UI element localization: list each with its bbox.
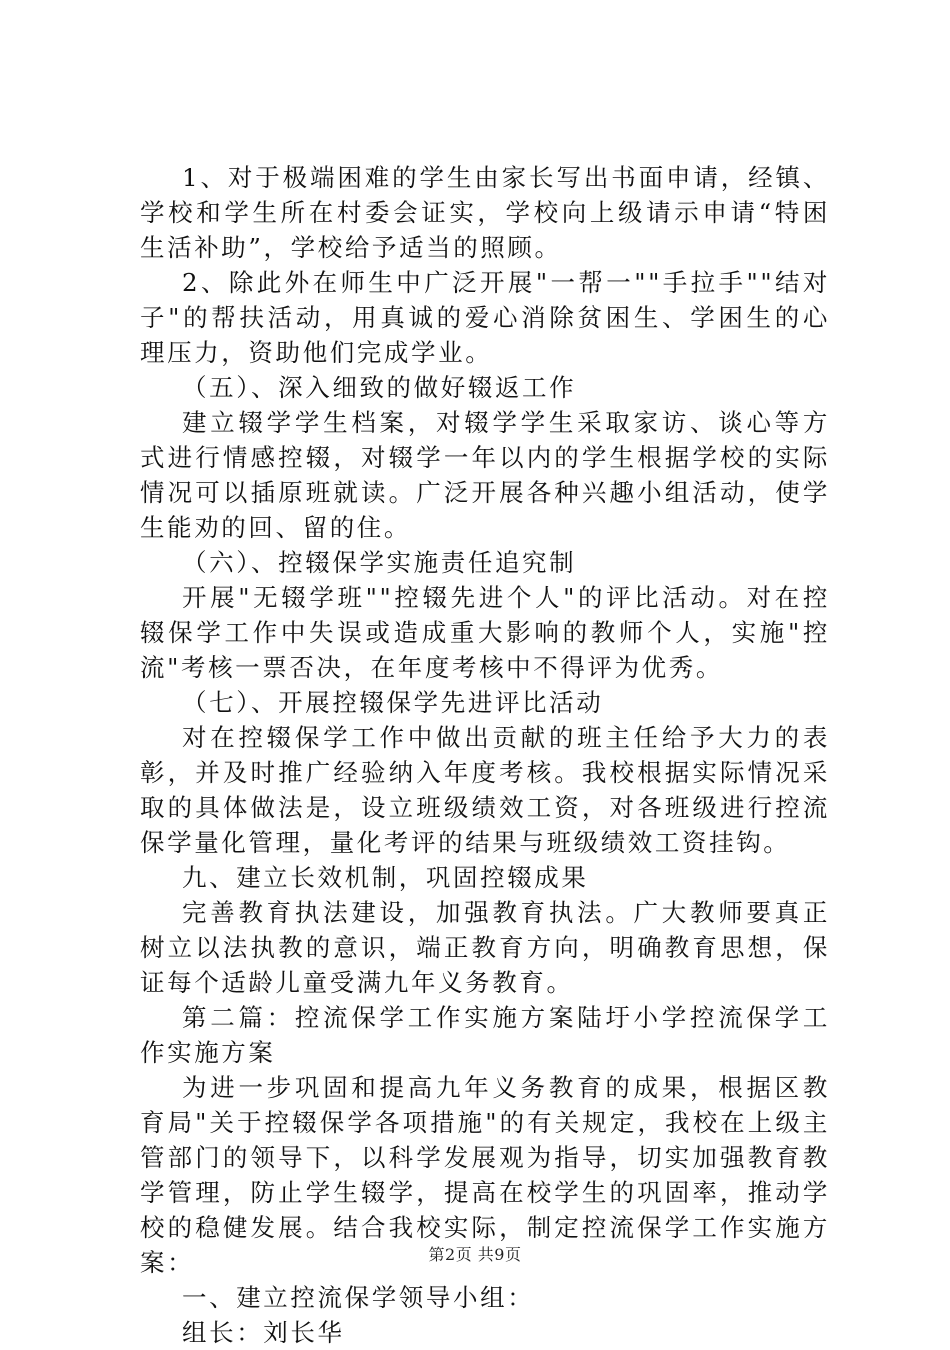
page-number-footer: 第2页 共9页 <box>428 1245 522 1264</box>
paragraph-dropout-records: 建立辍学学生档案，对辍学学生采取家访、谈心等方式进行情感控辍，对辍学一年以内的学生根据学校的实际情况可以插原班就读。广泛开展各种兴趣小组活动，使学生能劝的回、留的住。 <box>140 408 830 542</box>
paragraph-law-enforcement: 完善教育执法建设，加强教育执法。广大教师要真正树立以法执教的意识，端正教育方向，明确教育思想，保证每个适龄儿童受满九年义务教育。 <box>140 898 830 997</box>
paragraph-accountability: 开展"无辍学班""控辍先进个人"的评比活动。对在控辍保学工作中失误或造成重大影响的教师个人，实施"控流"考核一票否决，在年度考核中不得评为优秀。 <box>140 583 830 682</box>
paragraph-mutual-help: 2、除此外在师生中广泛开展"一帮一""手拉手""结对子"的帮扶活动，用真诚的爱心消除贫困生、学困生的心理压力，资助他们完成学业。 <box>140 268 830 367</box>
heading-section-9: 九、建立长效机制，巩固控辍成果 <box>182 863 589 892</box>
heading-leadership-group: 一、建立控流保学领导小组： <box>182 1283 535 1312</box>
heading-section-6: （六）、控辍保学实施责任追究制 <box>182 548 577 577</box>
heading-part-two: 第二篇：控流保学工作实施方案陆圩小学控流保学工作实施方案 <box>140 1003 830 1067</box>
paragraph-hardship-subsidy: 1、对于极端困难的学生由家长写出书面申请，经镇、学校和学生所在村委会证实，学校向上级请示申请“特困生活补助”，学校给予适当的照顾。 <box>140 163 830 262</box>
paragraph-commendation: 对在控辍保学工作中做出贡献的班主任给予大力的表彰，并及时推广经验纳入年度考核。我校根据实际情况采取的具体做法是，设立班级绩效工资，对各班级进行控流保学量化管理，量化考评的结果与班级绩效工资挂钩。 <box>140 723 830 857</box>
heading-section-5: （五）、深入细致的做好辍返工作 <box>182 373 577 402</box>
heading-section-7: （七）、开展控辍保学先进评比活动 <box>182 688 604 717</box>
document-body <box>140 160 830 1350</box>
paragraph-plan-intro: 为进一步巩固和提高九年义务教育的成果，根据区教育局"关于控辍保学各项措施"的有关规定，我校在上级主管部门的领导下，以科学发展观为指导，切实加强教育教学管理，防止学生辍学，提高在校学生的巩固率，推动学校的稳健发展。结合我校实际，制定控流保学工作实施方案： <box>140 1073 830 1277</box>
paragraph-group-leader: 组长：刘长华 <box>182 1318 345 1347</box>
